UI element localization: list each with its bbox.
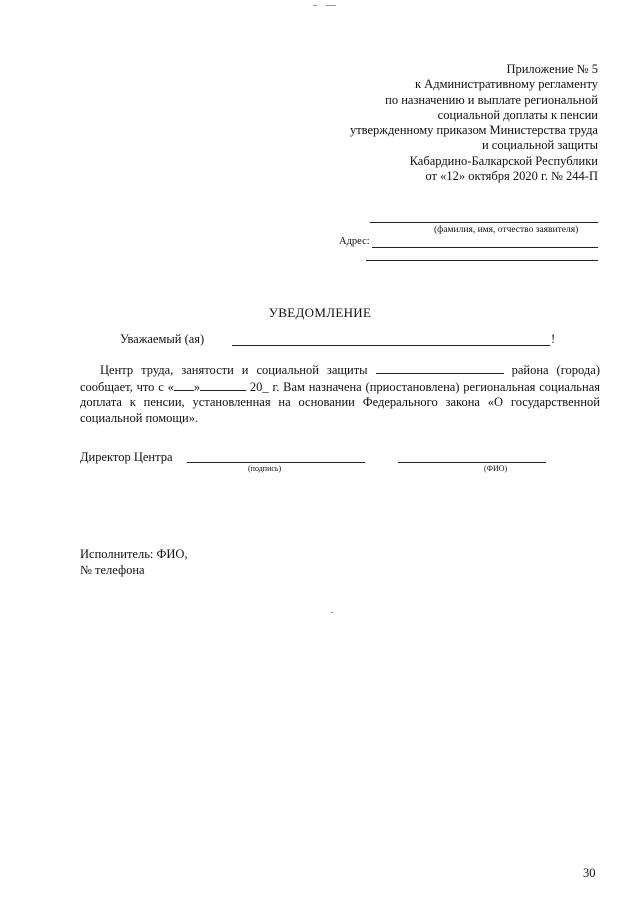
- document-title: УВЕДОМЛЕНИЕ: [268, 305, 372, 320]
- scan-mark: [331, 612, 333, 613]
- address-line-2: [366, 260, 598, 261]
- director-label: Директор Центра: [80, 450, 173, 464]
- appendix-header: [350, 62, 598, 184]
- header-line: Приложение № 5: [506, 62, 598, 76]
- header-line: от «12» октября 2020 г. № 244-П: [425, 169, 598, 184]
- director-name-caption: (ФИО): [484, 464, 508, 473]
- director-name-line: [398, 462, 546, 463]
- body-part-4: 20_ г. Вам назначена (приостановлена) региональная социальная доплата к пенсии, установленная на основании Федерального закона «О государственной социальной помощи».: [80, 379, 600, 425]
- salutation-end: !: [551, 332, 556, 346]
- applicant-name-line: [370, 222, 598, 223]
- applicant-name-caption: (фамилия, имя, отчество заявителя): [434, 225, 579, 235]
- day-blank: [174, 379, 194, 391]
- salutation-label: Уважаемый (ая): [120, 332, 205, 346]
- executor-phone: № телефона: [80, 563, 145, 577]
- district-blank: [376, 362, 504, 374]
- signature-line: [187, 462, 365, 463]
- executor-name: Исполнитель: ФИО,: [80, 547, 188, 561]
- header-line: и социальной защиты: [481, 138, 598, 153]
- header-line: социальной доплаты к пенсии: [437, 107, 598, 122]
- header-line: к Административному регламенту: [414, 77, 598, 92]
- signature-caption: (подпись): [248, 464, 282, 473]
- body-part-1: Центр труда, занятости и социальной защиты: [100, 363, 368, 377]
- address-line-1: [372, 247, 598, 248]
- body-part-3: »: [193, 379, 201, 394]
- scan-mark: [313, 5, 317, 6]
- salutation-name-line: [232, 345, 550, 346]
- month-blank: [200, 379, 246, 391]
- header-line: по назначению и выплате региональной: [385, 92, 598, 107]
- executor-block: [80, 546, 188, 578]
- address-label: Адрес:: [339, 236, 370, 247]
- body-paragraph: [80, 362, 600, 426]
- scan-mark: [326, 5, 336, 6]
- notification-body: [80, 362, 600, 426]
- header-line: Кабардино-Балкарской Республики: [409, 153, 598, 168]
- page-number: 30: [583, 866, 596, 880]
- body-part-2: района (города) сообщает, что с «: [80, 363, 600, 394]
- header-line: утвержденному приказом Министерства труда: [349, 123, 598, 138]
